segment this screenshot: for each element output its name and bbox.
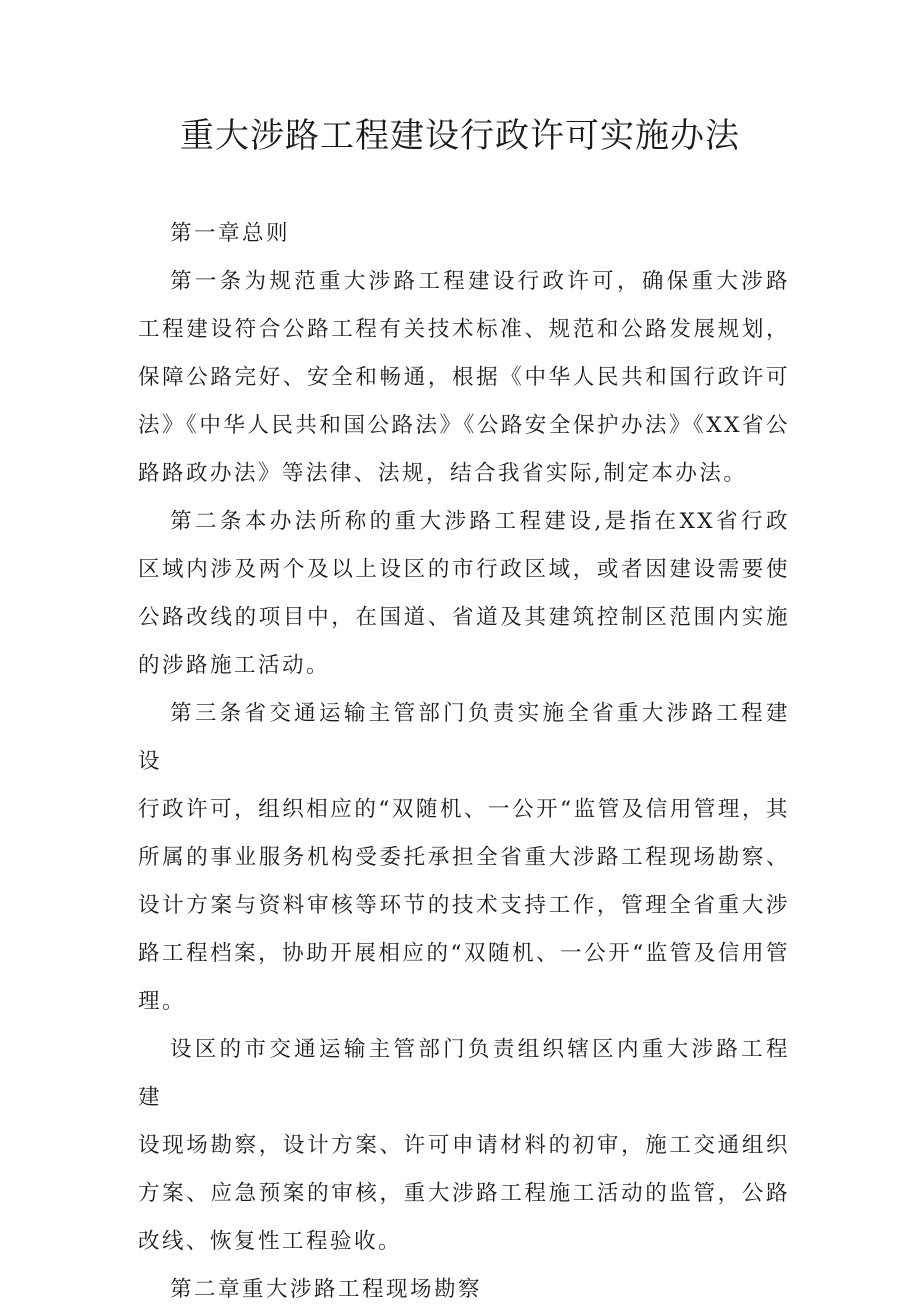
article-first-line: 设区的市交通运输主管部门负责组织辖区内重大涉路工程建 <box>138 1037 790 1110</box>
article-first-line: 第三条省交通运输主管部门负责实施全省重大涉路工程建设 <box>138 701 790 774</box>
article-continuation: 行政许可，组织相应的“双随机、一公开“监管及信用管理，其所属的事业服务机构受委托承担全省重大涉路工程现场勘察、设计方案与资料审核等环节的技术支持工作，管理全省重大涉路工程档案，协助开展相应的“双随机、一公开“监管及信用管理。 <box>138 797 790 1014</box>
chapter-heading: 第一章总则 <box>170 221 291 246</box>
article-continuation: 设现场勘察，设计方案、许可申请材料的初审，施工交通组织方案、应急预案的审核，重大涉路工程施工活动的监管，公路改线、恢复性工程验收。 <box>138 1133 790 1254</box>
chapter-heading: 第二章重大涉路工程现场勘察 <box>170 1277 483 1302</box>
article-paragraph: 第二条本办法所称的重大涉路工程建设,是指在XX省行政区域内涉及两个及以上设区的市行政区域，或者因建设需要使公路改线的项目中，在国道、省道及其建筑控制区范围内实施的涉路施工活动。 <box>138 509 790 678</box>
article-paragraph: 第一条为规范重大涉路工程建设行政许可，确保重大涉路工程建设符合公路工程有关技术标准、规范和公路发展规划，保障公路完好、安全和畅通，根据《中华人民共和国行政许可法》《中华人民共和国公路法》《公路安全保护办法》《XX省公路路政办法》等法律、法规，结合我省实际,制定本办法。 <box>138 269 790 486</box>
document-title: 重大涉路工程建设行政许可实施办法 <box>180 116 740 156</box>
document-body <box>138 210 790 1314</box>
